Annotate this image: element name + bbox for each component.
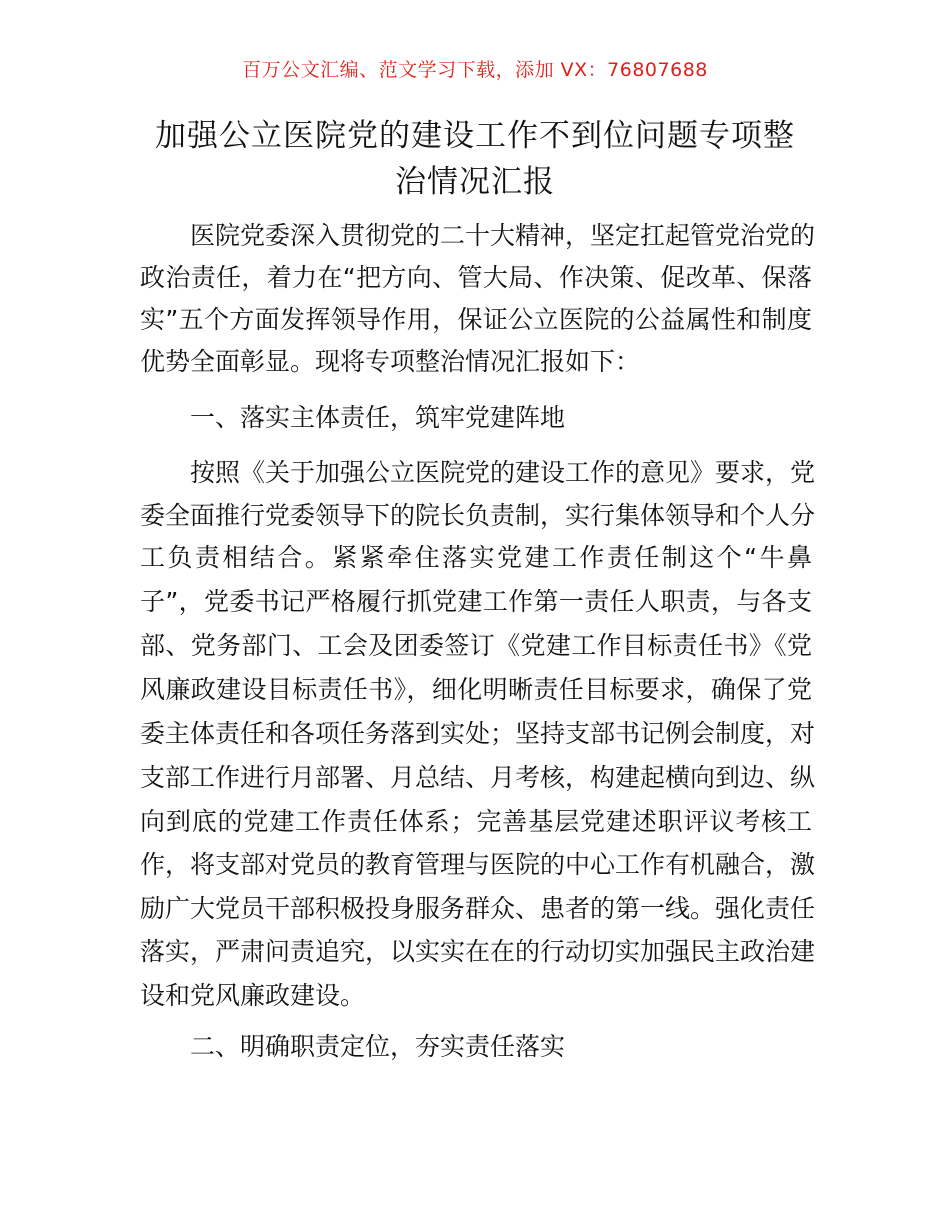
intro-line-1: 医院党委深入贯彻党的二十大精神，坚定扛起管党治党的 [190,221,816,250]
section-1-line-13: 设和党风廉政建设。 [140,981,366,1010]
section-1-line-8: 支部工作进行月部署、月总结、月考核，构建起横向到边、纵 [140,763,816,792]
section-1-line-2: 委全面推行党委领导下的院长负责制，实行集体领导和个人分 [140,501,816,530]
section-1-line-4: 子”，党委书记严格履行抓党建工作第一责任人职责，与各支 [140,587,812,616]
intro-line-3: 实”五个方面发挥领导作用，保证公立医院的公益属性和制度 [140,305,812,334]
title-line-2: 治情况汇报 [395,164,555,200]
section-1-line-9: 向到底的党建工作责任体系；完善基层党建述职评议考核工 [140,807,812,836]
section-1-line-11: 励广大党员干部积极投身服务群众、患者的第一线。强化责任 [140,894,816,923]
intro-line-4: 优势全面彰显。现将专项整治情况汇报如下： [140,347,641,376]
header-watermark: 百万公文汇编、范文学习下载，添加 VX：76807688 [242,59,708,81]
section-1-line-10: 作，将支部对党员的教育管理与医院的中心工作有机融合，激 [140,850,816,879]
document-title [140,113,810,205]
section-1-line-5: 部、党务部门、工会及团委签订《党建工作目标责任书》《党 [140,631,812,660]
intro-line-2: 政治责任，着力在“把方向、管大局、作决策、促改革、保落 [140,263,812,292]
section-2-heading: 二、明确职责定位，夯实责任落实 [190,1032,566,1061]
section-1-line-12: 落实，严肃问责追究，以实实在在的行动切实加强民主政治建 [140,937,816,966]
section-1-line-1: 按照《关于加强公立医院党的建设工作的意见》要求，党 [190,458,816,487]
section-1-line-3: 工负责相结合。紧紧牵住落实党建工作责任制这个“牛鼻 [140,543,812,572]
section-1-line-7: 委主体责任和各项任务落到实处；坚持支部书记例会制度，对 [140,719,816,748]
section-1-line-6: 风廉政建设目标责任书》，细化明晰责任目标要求，确保了党 [140,675,812,704]
section-1-heading: 一、落实主体责任，筑牢党建阵地 [190,403,566,432]
title-line-1: 加强公立医院党的建设工作不到位问题专项整 [155,118,795,154]
